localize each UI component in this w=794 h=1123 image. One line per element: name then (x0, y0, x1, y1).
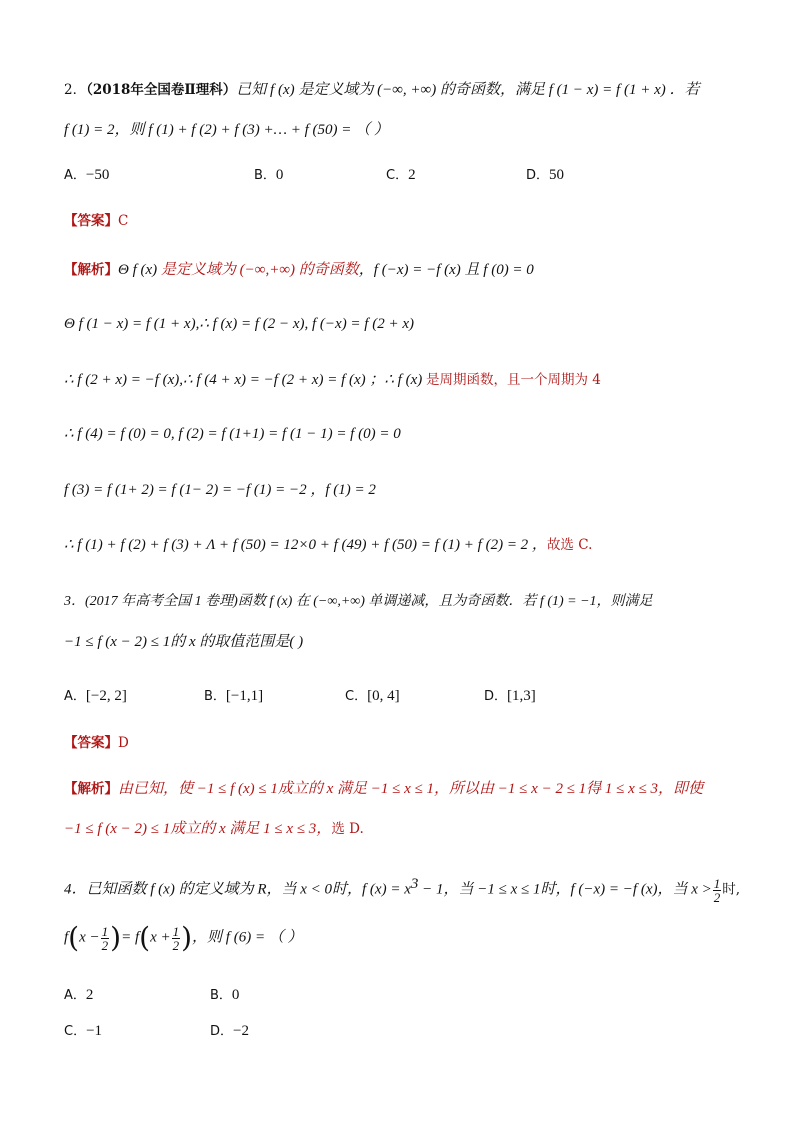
q2-analysis-line6: ∴ f (1) + f (2) + f (3) + Λ + f (50) = 12×0 + f (49) + f (50) = f (1) + f (2) = 2 ，故选 C. (64, 537, 593, 553)
q4-option-a: A．2 (64, 987, 94, 1003)
q2-analysis-line1: 【解析】Θ f (x) 是定义域为 (−∞,+∞) 的奇函数，f (−x) = −f (x) 且 f (0) = 0 (64, 262, 534, 278)
q3-analysis-line2: −1 ≤ f (x − 2) ≤ 1成立的 x 满足 1 ≤ x ≤ 3，选 D. (64, 821, 364, 837)
q2-option-d: D．50 (526, 167, 565, 183)
q2-option-c: C．2 (386, 167, 416, 183)
q2-analysis-line2: Θ f (1 − x) = f (1 + x),∴ f (x) = f (2 − x), f (−x) = f (2 + x) (64, 316, 414, 332)
fraction-one-half: $\frac{1}{2}$ (713, 875, 721, 905)
q2-analysis-line5: f (3) = f (1+ 2) = f (1− 2) = −f (1) = −2 ，f (1) = 2 (64, 482, 376, 498)
q3-stem-line1: 3．(2017 年高考全国 1 卷理)函数 f (x) 在 (−∞,+∞) 单调递减，且为奇函数．若 f (1) = −1，则满足 (64, 594, 653, 609)
q4-option-d: D．−2 (210, 1023, 249, 1039)
q2-analysis-line3: ∴ f (2 + x) = −f (x),∴ f (4 + x) = −f (2 + x) = f (x) ；∴ f (x) 是周期函数，且一个周期为 4 (64, 372, 601, 388)
q4-option-b: B．0 (210, 987, 240, 1003)
q2-answer (64, 211, 128, 231)
q2-source: （2018年全国卷Ⅱ理科） (86, 82, 237, 98)
q4-stem-line1: 4．已知函数 f (x) 的定义域为 R，当 x < 0时，f $(x) = x^3 - 1$，当 −1 ≤ x ≤ 1时，f (−x) = −f (x)，当 x > $\frac{1}{2}$ 时, (64, 875, 741, 905)
q2-stem-text: 已知 f (x) 是定义域为 (−∞, +∞) 的奇函数，满足 f (1 − x) = f (1 + x) ．若 (236, 82, 700, 98)
q2-option-b: B．0 (254, 167, 284, 183)
q4-option-c: C．−1 (64, 1023, 103, 1039)
q3-stem-line2: −1 ≤ f (x − 2) ≤ 1的 x 的取值范围是( ) (64, 634, 304, 650)
answer-label: 【答案】 (64, 735, 118, 751)
q3-option-c: C．[0, 4] (345, 688, 400, 704)
q2-stem-line2: f (1) = 2，则 f (1) + f (2) + f (3) +… + f (50) = （ ） (64, 122, 389, 138)
q2-stem-line1 (64, 80, 699, 100)
analysis-label: 【解析】 (64, 262, 118, 278)
q3-option-a: A．[−2, 2] (64, 688, 127, 704)
answer-label: 【答案】 (64, 213, 118, 229)
answer-value: D (118, 735, 129, 751)
q2-number: 2． (64, 82, 87, 98)
q3-option-d: D．[1,3] (484, 688, 536, 704)
q3-analysis-line1: 【解析】由已知，使 −1 ≤ f (x) ≤ 1成立的 x 满足 −1 ≤ x ≤ 1，所以由 −1 ≤ x − 2 ≤ 1得 1 ≤ x ≤ 3，即使 (64, 781, 704, 797)
q2-analysis-line4: ∴ f (4) = f (0) = 0, f (2) = f (1+1) = f (1 − 1) = f (0) = 0 (64, 426, 401, 442)
q4-stem-line2: f(x − $\frac{1}{2}$ )= f(x + $\frac{1}{2}$ )，则 f (6) = （ ） (64, 921, 303, 954)
q3-option-b: B．[−1,1] (204, 688, 264, 704)
analysis-label: 【解析】 (64, 781, 118, 797)
answer-value: C (118, 213, 129, 229)
q2-option-a: A．−50 (64, 167, 110, 183)
q3-answer (64, 733, 129, 753)
